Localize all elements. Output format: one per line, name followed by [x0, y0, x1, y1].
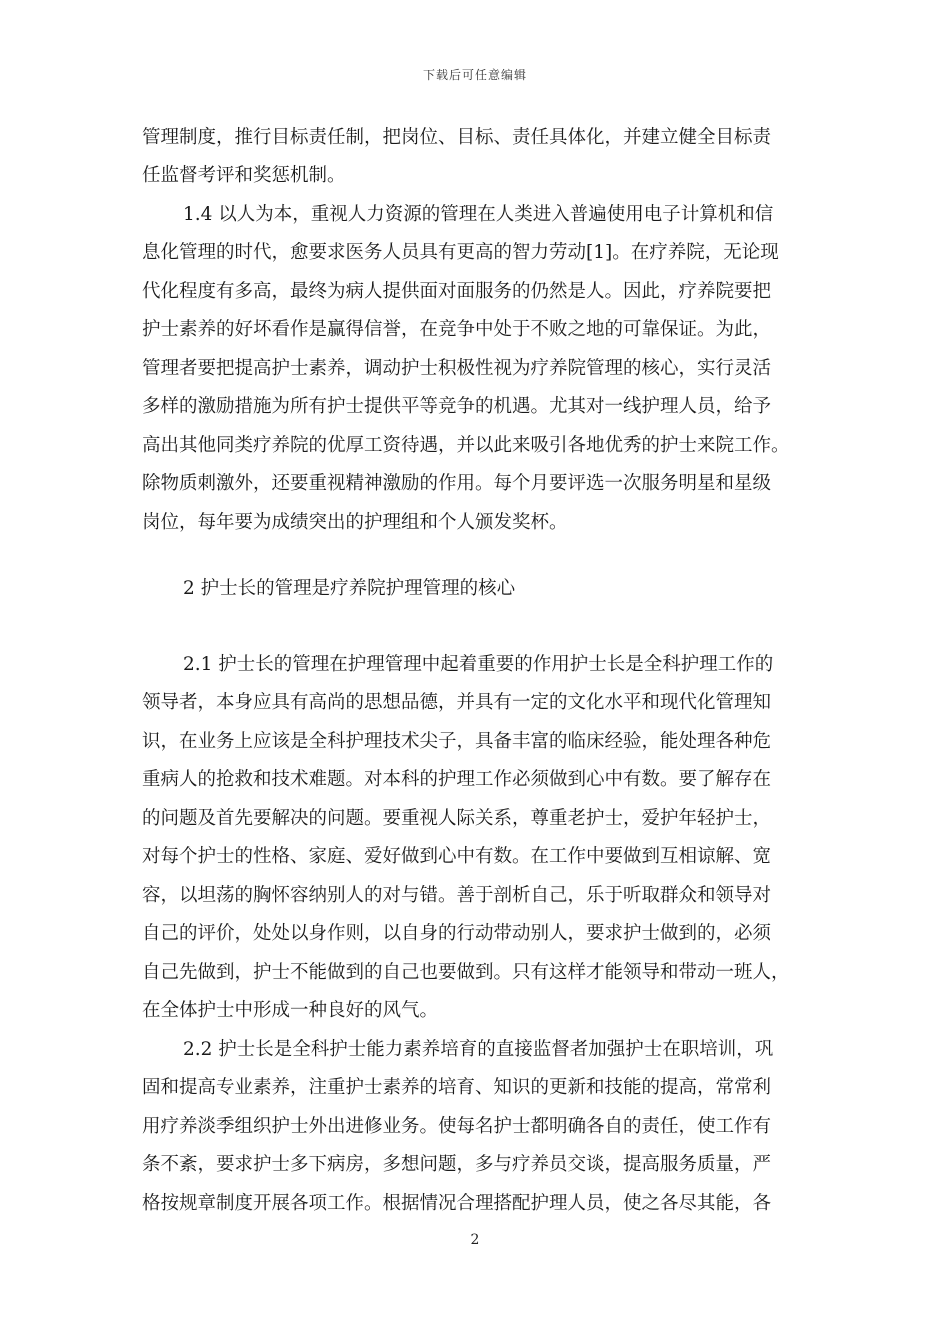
body-line: 管理制度，推行目标责任制，把岗位、目标、责任具体化，并建立健全目标责 — [142, 127, 772, 148]
body-line: 固和提高专业素养，注重护士素养的培育、知识的更新和技能的提高，常常利 — [142, 1077, 772, 1098]
body-line: 识，在业务上应该是全科护理技术尖子，具备丰富的临床经验，能处理各种危 — [142, 731, 772, 752]
body-line: 自己的评价，处处以身作则，以自身的行动带动别人，要求护士做到的，必须 — [142, 923, 772, 944]
body-line: 格按规章制度开展各项工作。根据情况合理搭配护理人员，使之各尽其能，各 — [142, 1193, 772, 1214]
body-line: 领导者，本身应具有高尚的思想品德，并具有一定的文化水平和现代化管理知 — [142, 692, 772, 713]
body-line: 对每个护士的性格、家庭、爱好做到心中有数。在工作中要做到互相谅解、宽 — [142, 846, 772, 867]
body-line: 容，以坦荡的胸怀容纳别人的对与错。善于剖析自己，乐于听取群众和领导对 — [142, 885, 772, 906]
body-line: 重病人的抢救和技术难题。对本科的护理工作必须做到心中有数。要了解存在 — [142, 769, 772, 790]
body-line: 管理者要把提高护士素养，调动护士积极性视为疗养院管理的核心，实行灵活 — [142, 358, 772, 379]
body-line: 用疗养淡季组织护士外出进修业务。使每名护士都明确各自的责任，使工作有 — [142, 1116, 772, 1137]
body-line: 代化程度有多高，最终为病人提供面对面服务的仍然是人。因此，疗养院要把 — [142, 281, 772, 302]
body-line: 自己先做到，护士不能做到的自己也要做到。只有这样才能领导和带动一班人， — [142, 962, 790, 983]
section-heading: 2 护士长的管理是疗养院护理管理的核心 — [183, 578, 516, 599]
body-line: 2.2 护士长是全科护士能力素养培育的直接监督者加强护士在职培训，巩 — [183, 1039, 774, 1060]
body-line: 1.4 以人为本，重视人力资源的管理在人类进入普遍使用电子计算机和信 — [183, 204, 774, 225]
body-line: 息化管理的时代，愈要求医务人员具有更高的智力劳动[1]。在疗养院，无论现 — [142, 242, 779, 263]
body-line: 岗位，每年要为成绩突出的护理组和个人颁发奖杯。 — [142, 512, 568, 533]
page-number: 2 — [470, 1232, 480, 1248]
body-line: 的问题及首先要解决的问题。要重视人际关系，尊重老护士，爱护年轻护士， — [142, 808, 772, 829]
body-line: 条不紊，要求护士多下病房，多想问题，多与疗养员交谈，提高服务质量，严 — [142, 1154, 772, 1175]
body-line: 2.1 护士长的管理在护理管理中起着重要的作用护士长是全科护理工作的 — [183, 654, 774, 675]
page-header: 下载后可任意编辑 — [422, 68, 527, 82]
body-line: 高出其他同类疗养院的优厚工资待遇，并以此来吸引各地优秀的护士来院工作。 — [142, 435, 790, 456]
body-line: 任监督考评和奖惩机制。 — [142, 165, 346, 186]
body-line: 除物质刺激外，还要重视精神激励的作用。每个月要评选一次服务明星和星级 — [142, 473, 772, 494]
body-line: 多样的激励措施为所有护士提供平等竞争的机遇。尤其对一线护理人员，给予 — [142, 396, 772, 417]
body-line: 护士素养的好坏看作是赢得信誉，在竞争中处于不败之地的可靠保证。为此， — [142, 319, 772, 340]
body-line: 在全体护士中形成一种良好的风气。 — [142, 1000, 439, 1021]
